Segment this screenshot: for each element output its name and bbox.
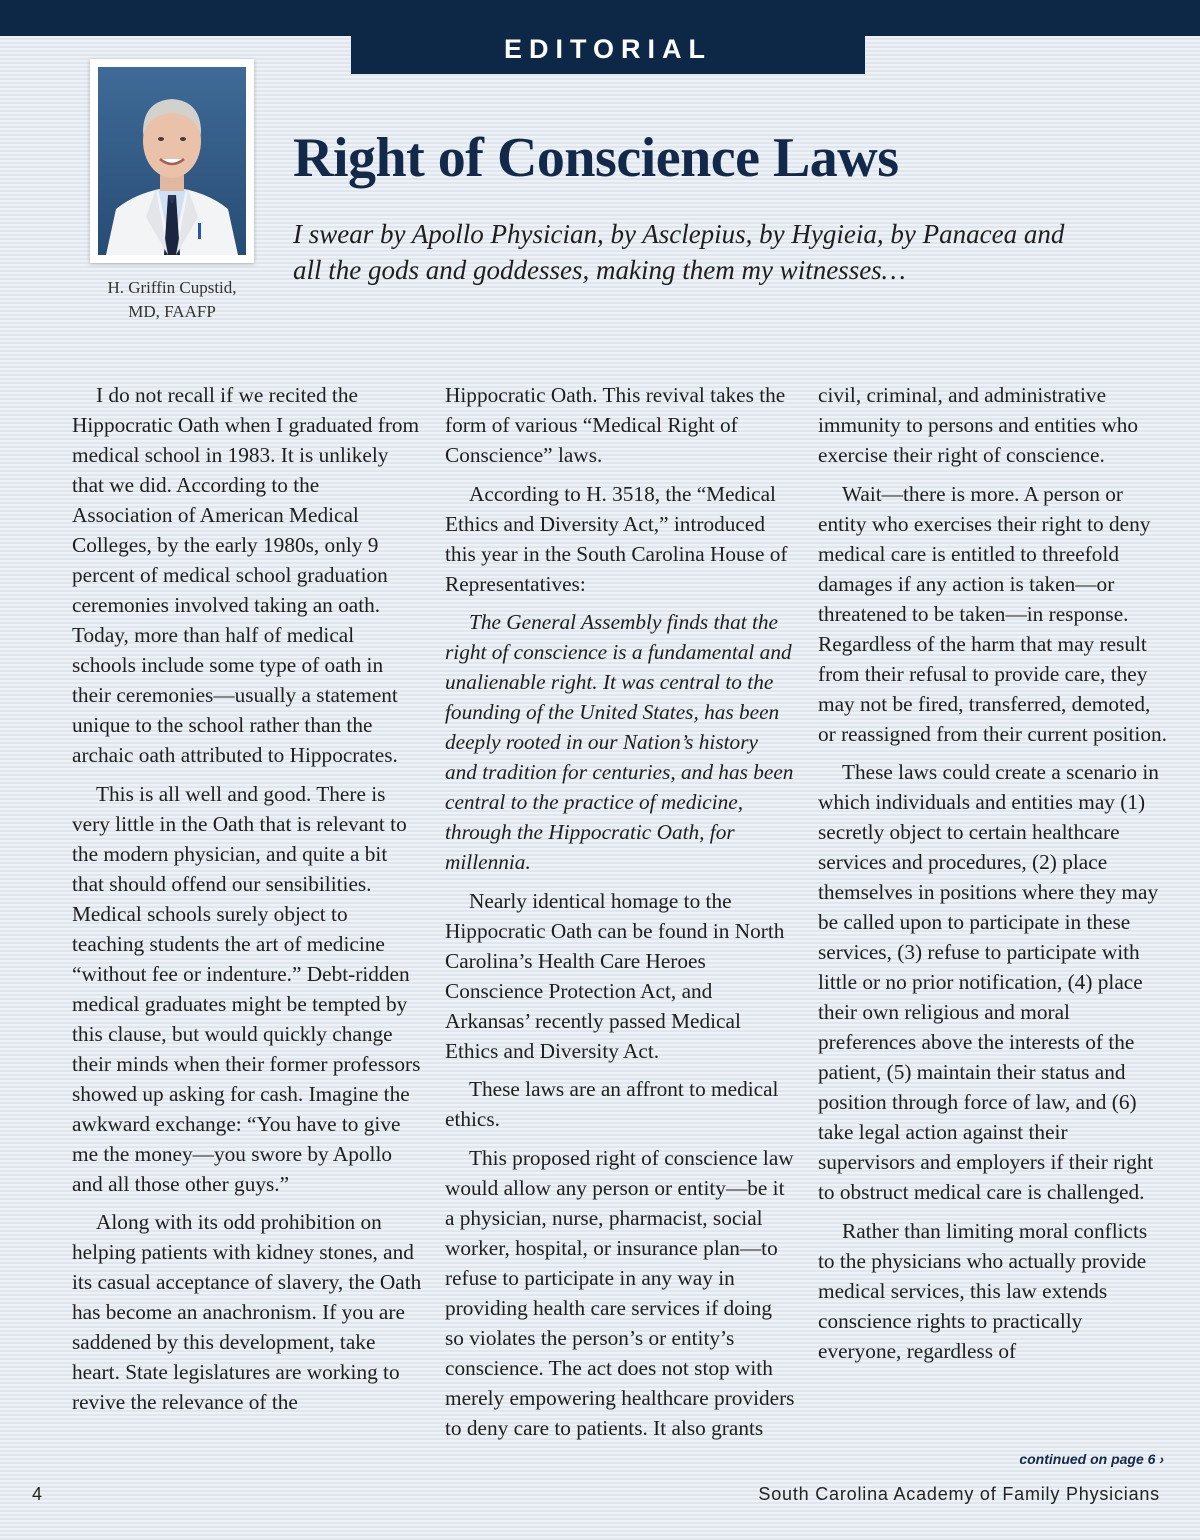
publication-name: South Carolina Academy of Family Physicians <box>758 1484 1160 1504</box>
paragraph: I do not recall if we recited the Hippocratic Oath when I graduated from medical school in 1983. It is unlikely that we did. According to the Association of American Medical Colleges, by the early 1980s, only 9 percent of medical school graduation ceremonies involved taking an oath. Today, more than half of medical schools include some type of oath in their ceremonies—usually a statement unique to the school rather than the archaic oath attributed to Hippocrates. <box>72 383 420 767</box>
article-body <box>72 380 1172 1475</box>
paragraph: This is all well and good. There is very little in the Oath that is relevant to the modern physician, and quite a bit that should offend our sensibilities. Medical schools surely object to teaching students the art of medicine “without fee or indenture.” Debt-ridden medical graduates might be tempted by this clause, but would quickly change their minds when their former professors showed up asking for cash. Imagine the awkward exchange: “You have to give me the money—you swore by Apollo and all those other guys.” <box>72 781 421 1196</box>
article-title: Right of Conscience Laws <box>293 127 899 189</box>
author-name: H. Griffin Cupstid, <box>107 278 237 297</box>
block-quote: The General Assembly finds that the right of conscience is a fundamental and unalienable right. It was central to the founding of the United States, has been deeply rooted in our Nation’s history and tradition for centuries, and has been central to the practice of medicine, through the Hippocratic Oath, for millennia. <box>445 610 794 875</box>
paragraph: Nearly identical homage to the Hippocratic Oath can be found in North Carolina’s Health Care Heroes Conscience Protection Act, and Arkansas’ recently passed Medical Ethics and Diversity Act. <box>445 888 785 1063</box>
section-label: EDITORIAL <box>351 24 865 74</box>
page-number: 4 <box>32 1484 43 1504</box>
paragraph-continuation: civil, criminal, and administrative immunity to persons and entities who exercise their right of conscience. <box>818 383 1139 467</box>
paragraph: These laws are an affront to medical ethics. <box>445 1077 779 1132</box>
author-caption <box>80 276 264 324</box>
article-epigraph: I swear by Apollo Physician, by Asclepius, by Hygieia, by Panacea and all the gods and goddesses, making them my witnesses… <box>293 219 1065 285</box>
paragraph: This proposed right of conscience law would allow any person or entity—be it a physician, nurse, pharmacist, social worker, hospital, or insurance plan—to refuse to participate in any way in providing health care services if doing so violates the person’s or entity’s conscience. The act does not stop with merely empowering healthcare providers to deny care to patients. It also grants <box>445 1145 795 1440</box>
paragraph: Rather than limiting moral conflicts to the physicians who actually provide medical services, this law extends conscience rights to practically everyone, regardless of <box>818 1218 1148 1363</box>
paragraph-continuation: Hippocratic Oath. This revival takes the form of various “Medical Right of Conscience” laws. <box>445 383 786 467</box>
paragraph: According to H. 3518, the “Medical Ethics and Diversity Act,” introduced this year in the South Carolina House of Representatives: <box>445 481 788 596</box>
column-2 <box>445 380 795 1475</box>
author-photo-frame <box>90 59 254 263</box>
paragraph: These laws could create a scenario in which individuals and entities may (1) secretly object to certain healthcare services and procedures, (2) place themselves in positions where they may be called upon to participate in these services, (3) refuse to participate with little or no prior notification, (4) place their own religious and moral preferences above the interests of the patient, (5) maintain their status and position through force of law, and (6) take legal action against their supervisors and employers if their right to obstruct medical care is challenged. <box>818 760 1159 1205</box>
author-photo <box>98 67 246 255</box>
paragraph: Wait—there is more. A person or entity who exercises their right to deny medical care is entitled to threefold damages if any action is taken—or threatened to be taken—in response. Regardless of the harm that may result from their refusal to provide care, they may not be fired, transferred, demoted, or reassigned from their current position. <box>818 481 1167 746</box>
continued-link[interactable]: continued on page 6 › <box>1019 1451 1164 1467</box>
column-3 <box>818 380 1168 1475</box>
author-credentials: MD, FAAFP <box>128 302 216 321</box>
column-1 <box>72 380 422 1475</box>
paragraph: Along with its odd prohibition on helping patients with kidney stones, and its casual acceptance of slavery, the Oath has become an anachronism. If you are saddened by this development, take heart. State legislatures are working to revive the relevance of the <box>72 1210 422 1415</box>
